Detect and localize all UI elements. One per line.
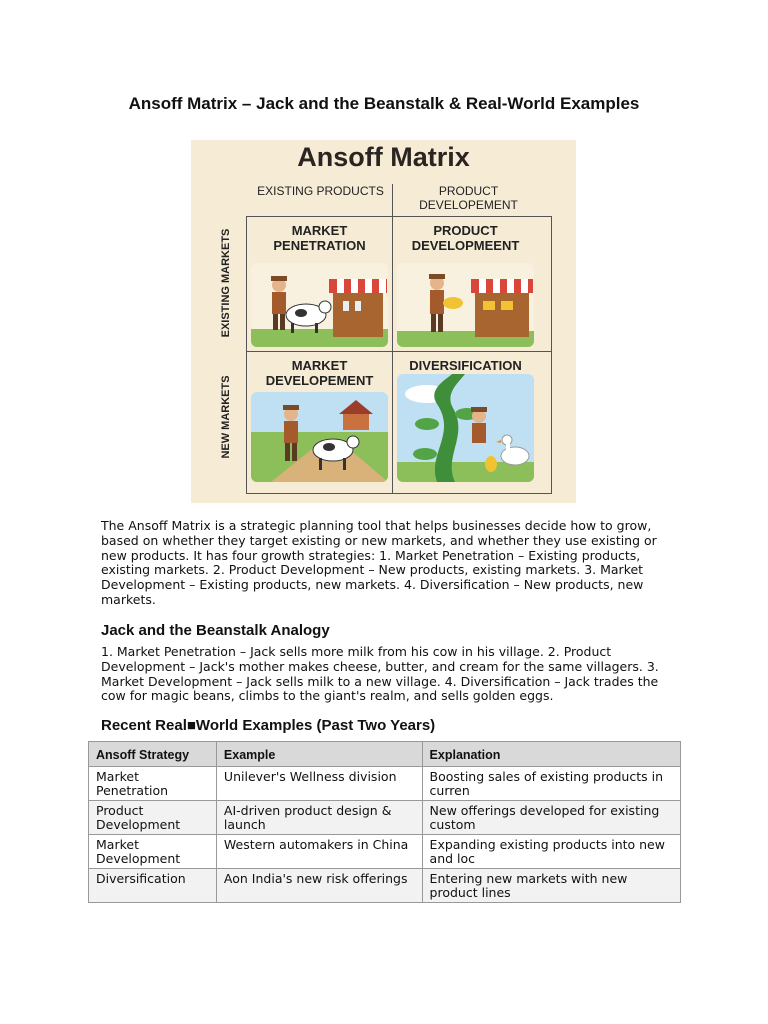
table-cell: New offerings developed for existing custom: [422, 801, 680, 835]
grid-line-right: [551, 216, 552, 494]
quadrant-market-development: [247, 352, 392, 486]
table-header-cell: Ansoff Strategy: [89, 742, 217, 767]
table-cell: Diversification: [89, 869, 217, 903]
quadrant-label: DIVERSIFICATION: [409, 358, 522, 373]
table-cell: Market Penetration: [89, 767, 217, 801]
jack-beanstalk-goose-golden-egg-illustration: [397, 374, 534, 482]
table-cell: Unilever's Wellness division: [216, 767, 422, 801]
table-cell: Western automakers in China: [216, 835, 422, 869]
table-cell: Boosting sales of existing products in curren: [422, 767, 680, 801]
farmer-with-cow-at-stall-illustration: [251, 263, 388, 347]
document-title: Ansoff Matrix – Jack and the Beanstalk & Real-World Examples: [128, 94, 640, 113]
table-cell: AI-driven product design & launch: [216, 801, 422, 835]
table-cell: Market Development: [89, 835, 217, 869]
figure-title: Ansoff Matrix: [297, 142, 470, 172]
quadrant-label: MARKET DEVELOPEMENT: [265, 358, 374, 388]
examples-table: [88, 741, 681, 903]
table-cell: Entering new markets with new product lines: [422, 869, 680, 903]
quadrant-product-development: [393, 217, 538, 351]
row-header-existing-markets: EXISTING MARKETS: [220, 228, 232, 338]
quadrant-market-penetration: [247, 217, 392, 351]
table-header-row: [89, 742, 681, 767]
analogy-heading: Jack and the Beanstalk Analogy: [101, 622, 330, 639]
row-header-new-markets: NEW MARKETS: [220, 375, 232, 459]
table-row: [89, 801, 681, 835]
quadrant-label: MARKET PENETRATION: [273, 223, 366, 253]
table-header-cell: Explanation: [422, 742, 680, 767]
quadrant-diversification: [393, 352, 538, 486]
table-cell: Expanding existing products into new and loc: [422, 835, 680, 869]
farmer-with-cheese-at-stall-illustration: [397, 263, 534, 347]
ansoff-matrix-figure: [191, 140, 576, 503]
table-cell: Product Development: [89, 801, 217, 835]
intro-paragraph: The Ansoff Matrix is a strategic planning tool that helps businesses decide how to grow, based on whether they target existing or new markets, and whether they use existing or new products. It has four growth strategies: 1. Market Penetration – Existing products, existing markets. 2. Product Development – New products, existing markets. 3. Market Development – Existing products, new markets. 4. Diversification – New products, new markets.: [101, 518, 657, 607]
analogy-paragraph: 1. Market Penetration – Jack sells more milk from his cow in his village. 2. Product Development – Jack's mother makes cheese, butter, and cream for the same villagers. 3. Market Development – Jack sells milk to a new village. 4. Diversification – Jack trades the cow for magic beans, climbs to the giant's realm, and sells golden eggs.: [101, 644, 659, 704]
table-cell: Aon India's new risk offerings: [216, 869, 422, 903]
examples-heading: Recent Real■World Examples (Past Two Years): [101, 717, 436, 734]
table-header-cell: Example: [216, 742, 422, 767]
column-header-existing-products: EXISTING PRODUCTS: [257, 184, 384, 198]
table-row: [89, 835, 681, 869]
table-row: [89, 869, 681, 903]
quadrant-label: PRODUCT DEVELOPMEENT: [411, 223, 520, 253]
farmer-leading-cow-to-village-illustration: [251, 392, 388, 482]
table-row: [89, 767, 681, 801]
grid-line-bottom: [246, 493, 552, 494]
column-header-product-development: PRODUCT DEVELOPEMENT: [419, 184, 518, 212]
